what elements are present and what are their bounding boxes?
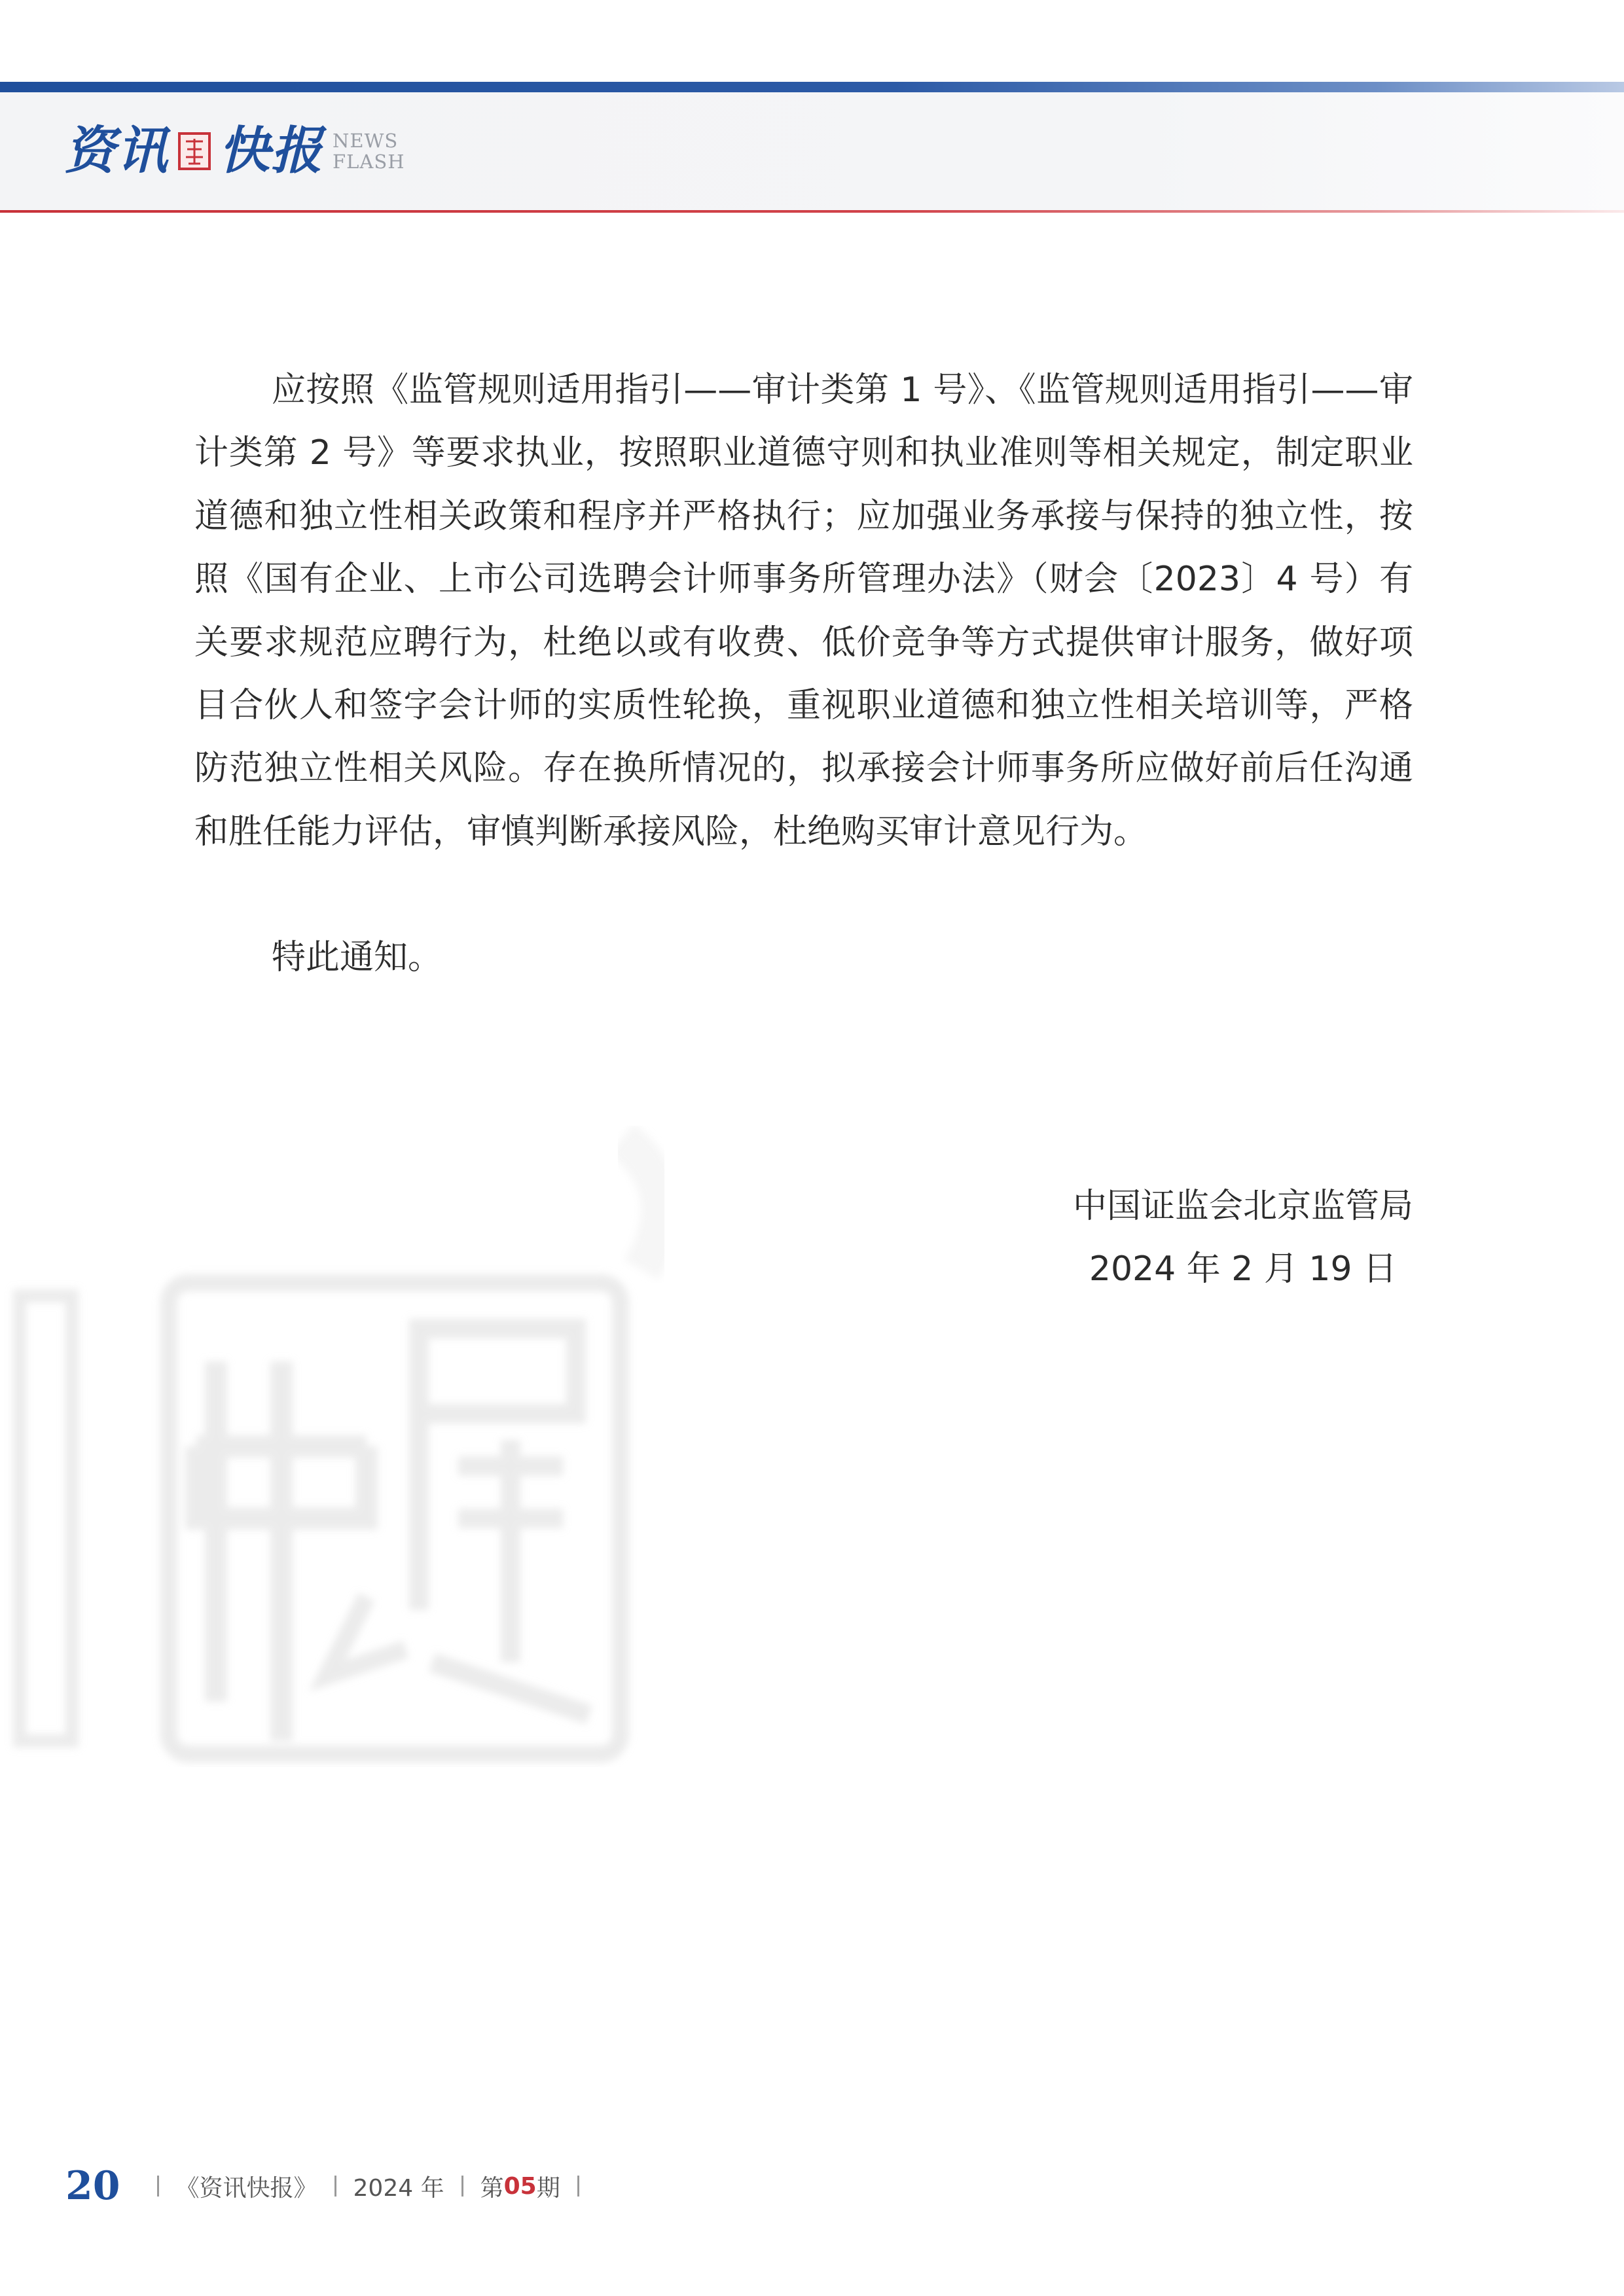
page-number: 20 bbox=[65, 2163, 120, 2209]
issuer-name: 中国证监会北京监管局 bbox=[1072, 1187, 1413, 1226]
masthead-english bbox=[333, 130, 405, 172]
body-paragraph: 应按照《监管规则适用指引——审计类第 1 号》、《监管规则适用指引——审计类第 2 号》等要求执业，按照职业道德守则和执业准则等相关规定，制定职业道德和独立性相关政策和程序并严格执行；应加强业务承接与保持的独立性，按照《国有企业、上市公司选聘会计师事务所管理办法》（财会〔2023〕4 号）有关要求规范应聘行为，杜绝以或有收费、低价竞争等方式提供审计服务，做好项目合伙人和签字会计师的实质性轮换，重视职业道德和独立性相关培训等，严格防范独立性相关风险。存在换所情况的，拟承接会计师事务所应做好前后任沟通和胜任能力评估，审慎判断承接风险，杜绝购买审计意见行为。 bbox=[194, 370, 1413, 852]
issue-suffix: 期 bbox=[536, 2174, 560, 2202]
footer-separator bbox=[334, 2176, 336, 2197]
closing-paragraph: 特此通知。 bbox=[272, 938, 442, 978]
seal-watermark-icon bbox=[0, 1021, 720, 1767]
signature-block bbox=[1073, 1175, 1413, 1300]
footer-separator bbox=[157, 2176, 159, 2197]
issue-number: 05 bbox=[503, 2172, 537, 2200]
issue-prefix: 第 bbox=[480, 2174, 504, 2202]
masthead-title-part2: 快报 bbox=[219, 121, 324, 181]
notice-body bbox=[194, 359, 1413, 990]
masthead-title-part1: 资讯 bbox=[64, 121, 170, 181]
footer-separator bbox=[577, 2176, 579, 2197]
footer-separator bbox=[461, 2176, 463, 2197]
page-footer bbox=[65, 2160, 596, 2212]
masthead-en-line2: FLASH bbox=[333, 151, 405, 173]
masthead-seal-icon bbox=[178, 132, 211, 170]
publication-year: 2024 年 bbox=[353, 2174, 444, 2202]
publication-name: 《资讯快报》 bbox=[175, 2174, 317, 2202]
header-divider bbox=[0, 210, 1624, 213]
issue-date: 2024 年 2 月 19 日 bbox=[1089, 1249, 1398, 1289]
header-top-bar bbox=[0, 82, 1624, 92]
masthead-en-line1: NEWS bbox=[333, 130, 399, 152]
masthead bbox=[64, 115, 405, 187]
